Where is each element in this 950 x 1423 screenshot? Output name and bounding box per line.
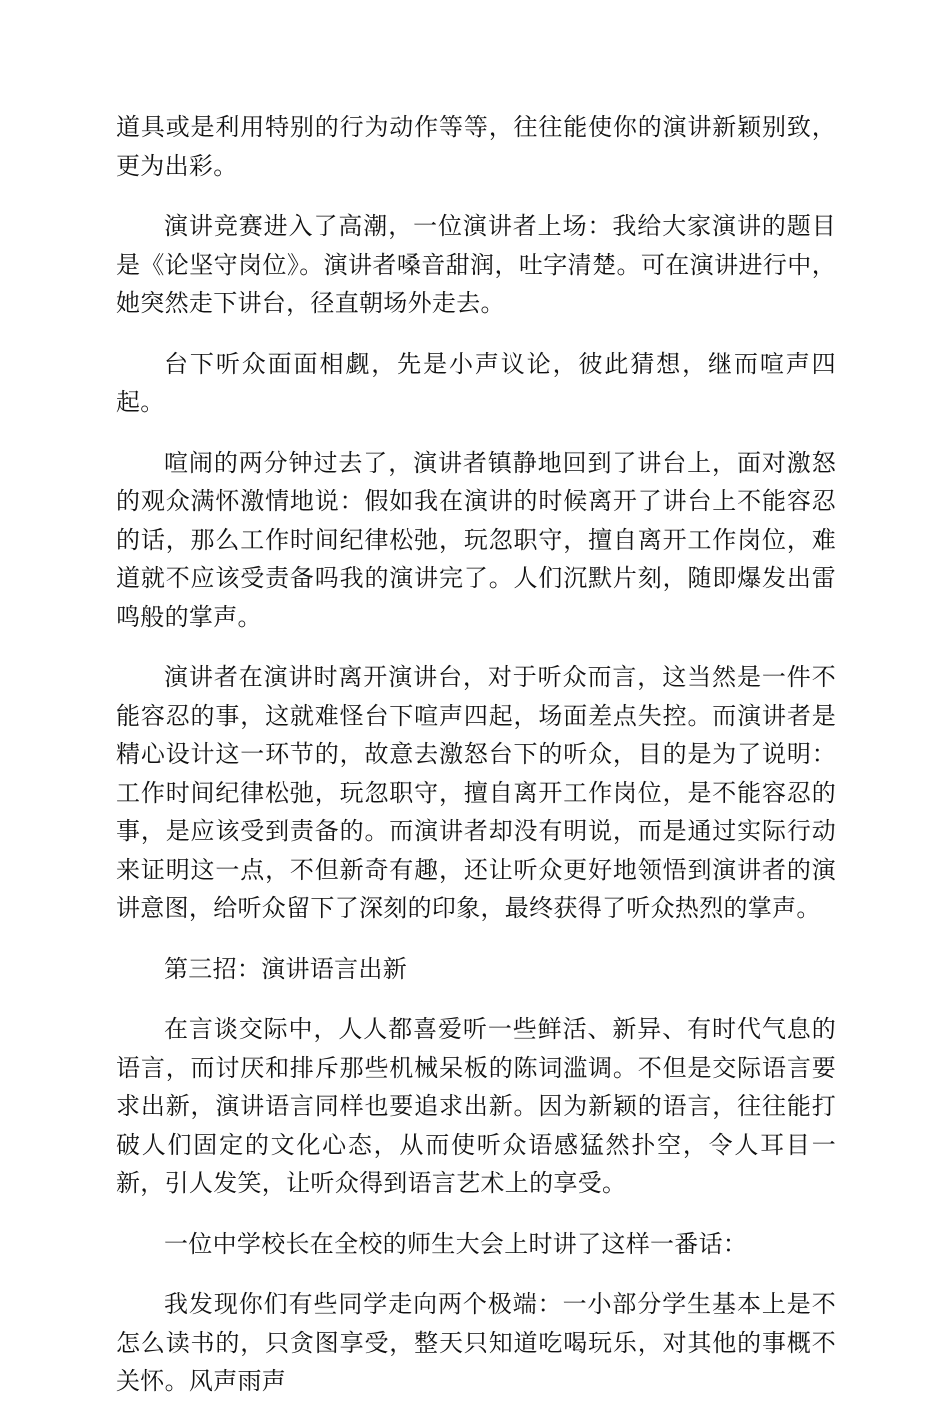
paragraph-continuation: 道具或是利用特别的行为动作等等，往往能使你的演讲新颖别致，更为出彩。 — [116, 113, 836, 180]
paragraph: 演讲竞赛进入了高潮，一位演讲者上场：我给大家演讲的题目是《论坚守岗位》。演讲者嗓音甜润，吐字清楚。可在演讲进行中，她突然走下讲台，径直朝场外走去。 — [116, 212, 836, 317]
paragraph: 台下听众面面相觑，先是小声议论，彼此猜想，继而喧声四起。 — [116, 349, 836, 416]
paragraph: 在言谈交际中，人人都喜爱听一些鲜活、新异、有时代气息的语言，而讨厌和排斥那些机械呆板的陈词滥调。不但是交际语言要求出新，演讲语言同样也要追求出新。因为新颖的语言，往往能打破人们固定的文化心态，从而使听众语感猛然扑空，令人耳目一新，引人发笑，让听众得到语言艺术上的享受。 — [116, 1015, 836, 1197]
paragraph: 演讲者在演讲时离开演讲台，对于听众而言，这当然是一件不能容忍的事，这就难怪台下喧声四起，场面差点失控。而演讲者是精心设计这一环节的，故意去激怒台下的听众，目的是为了说明：工作时间纪律松弛，玩忽职守，擅自离开工作岗位，是不能容忍的事，是应该受到责备的。而演讲者却没有明说，而是通过实际行动来证明这一点，不但新奇有趣，还让听众更好地领悟到演讲者的演讲意图，给听众留下了深刻的印象，最终获得了听众热烈的掌声。 — [116, 663, 836, 922]
paragraph: 我发现你们有些同学走向两个极端：一小部分学生基本上是不怎么读书的，只贪图享受，整天只知道吃喝玩乐，对其他的事概不关怀。风声雨声 — [116, 1290, 836, 1395]
paragraph: 一位中学校长在全校的师生大会上时讲了这样一番话： — [164, 1229, 748, 1258]
paragraph: 喧闹的两分钟过去了，演讲者镇静地回到了讲台上，面对激怒的观众满怀激情地说：假如我在演讲的时候离开了讲台上不能容忍的话，那么工作时间纪律松弛，玩忽职守，擅自离开工作岗位，难道就不应该受责备吗我的演讲完了。人们沉默片刻，随即爆发出雷鸣般的掌声。 — [116, 448, 836, 631]
document-body — [116, 108, 836, 1423]
section-heading: 第三招：演讲语言出新 — [164, 954, 407, 983]
